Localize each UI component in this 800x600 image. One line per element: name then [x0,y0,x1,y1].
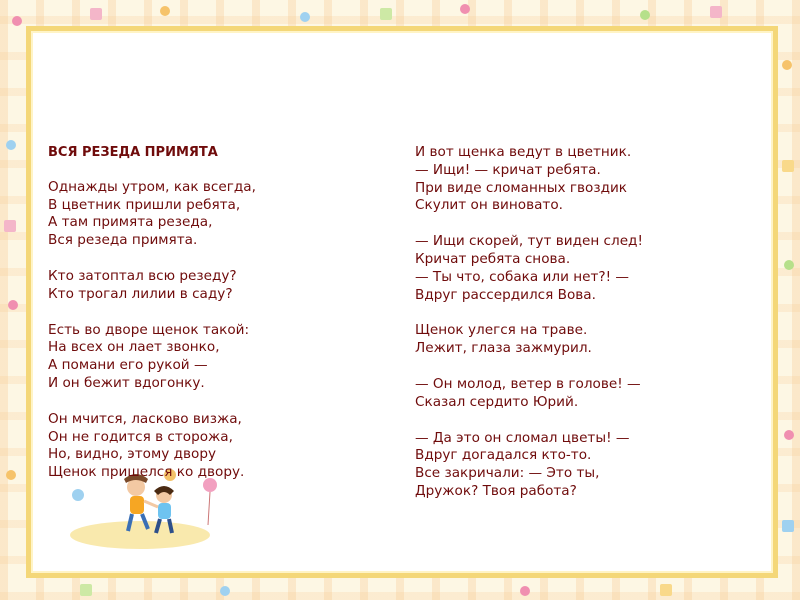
flower-icon [6,140,16,150]
poem-line: Вся резеда примята. [48,232,198,249]
poem-line: На всех он лает звонко, [48,339,220,356]
flower-icon [8,300,18,310]
poem-line: — Ищи скорей, тут виден след! [415,233,643,250]
poem-line: При виде сломанных гвоздик [415,179,628,196]
poem-line: Кричат ребята снова. [415,250,571,267]
stanza [48,179,378,250]
poem-title: ВСЯ РЕЗЕДА ПРИМЯТА [48,145,218,160]
poem-line: Все закричали: — Это ты, [415,465,600,482]
square-icon [4,220,16,232]
flower-icon [12,16,22,26]
poem-line: Есть во дворе щенок такой: [48,321,250,338]
flower-icon [782,60,792,70]
poem-right-column [415,144,755,519]
square-icon [90,8,102,20]
stanza [415,376,755,412]
poem-line: Сказал сердито Юрий. [415,393,579,410]
flower-icon [640,10,650,20]
poem-line: И он бежит вдогонку. [48,374,205,391]
stanza [415,144,755,215]
poem-line: Вдруг рассердился Вова. [415,286,596,303]
poem-line: Дружок? Твоя работа? [415,482,577,499]
square-icon [380,8,392,20]
poem-line: — Да это он сломал цветы! — [415,429,630,446]
poem-line: В цветник пришли ребята, [48,196,241,213]
poem-line: Кто затоптал всю резеду? [48,267,237,284]
square-icon [710,6,722,18]
flower-icon [460,4,470,14]
poem-line: Щенок пришелся ко двору. [48,464,245,481]
square-icon [80,584,92,596]
poem-line: Вдруг догадался кто-то. [415,447,592,464]
flower-icon [784,260,794,270]
poem-line: Он мчится, ласково визжа, [48,410,242,427]
square-icon [782,160,794,172]
stanza [415,233,755,304]
poem-line: — Ищи! — кричат ребята. [415,161,601,178]
poem-line: Однажды утром, как всегда, [48,178,256,195]
stanza [48,411,378,482]
flower-icon [6,470,16,480]
poem-line: Но, видно, этому двору [48,446,216,463]
poem-line: — Он молод, ветер в голове! — [415,375,641,392]
poem-line: — Ты что, собака или нет?! — [415,268,629,285]
square-icon [660,584,672,596]
poem-line: Щенок улегся на траве. [415,322,588,339]
flower-icon [520,586,530,596]
poem-line: Кто трогал лилии в саду? [48,285,233,302]
stanza [415,322,755,358]
flower-icon [300,12,310,22]
stanza [48,322,378,393]
poem-line: Скулит он виновато. [415,197,563,214]
flower-icon [220,586,230,596]
square-icon [782,520,794,532]
stanza [48,268,378,304]
poem-line: Он не годится в сторожа, [48,428,233,445]
stanza [415,430,755,501]
poem-line: И вот щенка ведут в цветник. [415,144,632,160]
poem-line: Лежит, глаза зажмурил. [415,340,592,357]
poem-line: А там примята резеда, [48,214,213,231]
poem-left-column [48,144,378,500]
flower-icon [160,6,170,16]
flower-icon [784,430,794,440]
poem-line: А помани его рукой — [48,357,208,374]
